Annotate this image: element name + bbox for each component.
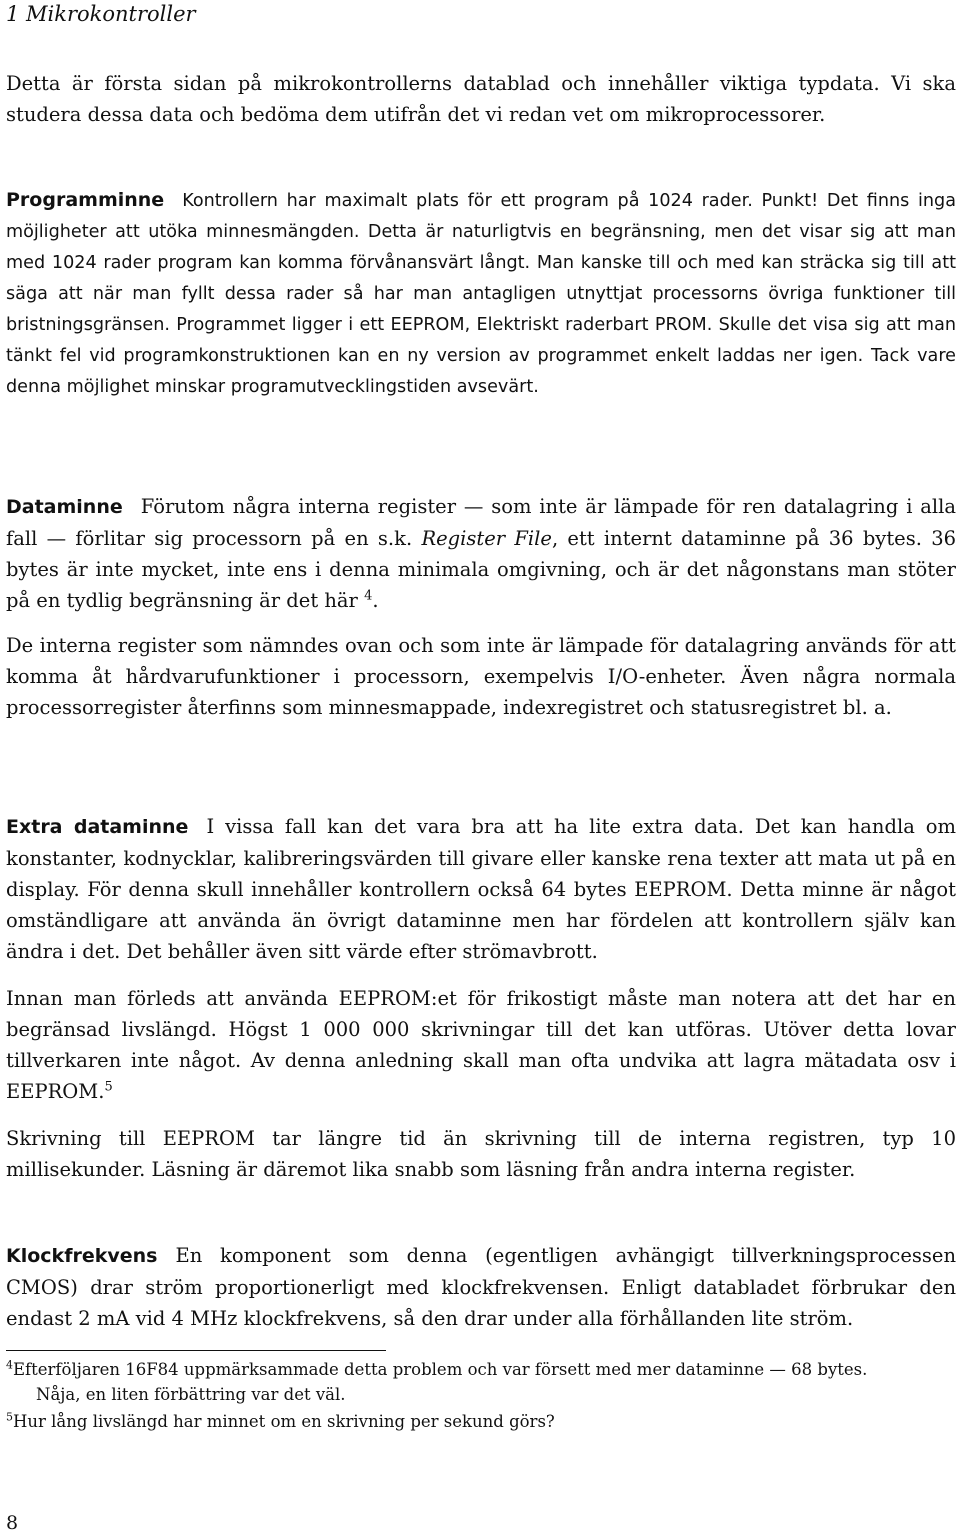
- footnote-4: [6, 1357, 956, 1407]
- footnote-5: [6, 1409, 956, 1434]
- klockfrekvens-paragraph: [6, 1240, 956, 1334]
- dataminne-paragraph-2: De interna register som nämndes ovan och som inte är lämpade för datalagring används för att komma åt hårdvarufunktioner i processorn, exempelvis I/O-enheter. Även några normala processorregister återfinns som minnesmappade, indexregistret och statusregistret bl. a.: [6, 634, 956, 719]
- klockfrekvens-heading: Klockfrekvens: [6, 1245, 158, 1267]
- klockfrekvens-text: En komponent som denna (egentligen avhängigt tillverkningsprocessen CMOS) drar ström proportionerligt med klockfrekvensen. Enligt databladet förbrukar den endast 2 mA vid 4 MHz klockfrekvens, så den drar under alla förhållanden lite ström.: [6, 1244, 956, 1330]
- programminne-paragraph: [6, 185, 956, 403]
- programminne-heading: Programminne: [6, 189, 165, 211]
- intro-paragraph: Detta är första sidan på mikrokontrollerns datablad och innehåller viktiga typdata. Vi ska studera dessa data och bedöma dem utifrån det vi redan vet om mikroprocessorer.: [6, 72, 956, 126]
- page-number: 8: [6, 1512, 19, 1534]
- extra-dataminne-paragraph-2: [6, 983, 956, 1107]
- dataminne-heading: Dataminne: [6, 496, 123, 518]
- footnote-mark-5: 5: [6, 1410, 13, 1424]
- footnote-4-line1: Efterföljaren 16F84 uppmärksammade detta problem och var försett med mer dataminne — 68 bytes.: [13, 1360, 868, 1379]
- footnote-mark-4: 4: [6, 1358, 13, 1372]
- dataminne-text-before: Förutom några interna register — som inte är lämpade för ren datalagring i alla fall — förlitar sig processorn på en s.k.: [6, 495, 956, 550]
- dataminne-text-after: , ett internt dataminne på 36 bytes. 36 bytes är inte mycket, inte ens i denna minimala omgivning, och är det någonstans man stöter på en tydlig begränsning är det här: [6, 527, 957, 612]
- extra-dataminne-paragraph: [6, 811, 956, 967]
- extra-dataminne-paragraph-3: Skrivning till EEPROM tar längre tid än skrivning till de interna registren, typ 10 millisekunder. Läsning är däremot lika snabb som läsning från andra interna register.: [6, 1127, 956, 1181]
- footnote-4-line2: Nåja, en liten förbättring var det väl.: [36, 1385, 346, 1404]
- programminne-text: Kontrollern har maximalt plats för ett program på 1024 rader. Punkt! Det finns inga möjligheter att utöka minnesmängden. Detta är naturligtvis en begränsning, men det visar sig att man med 1024 rader program kan komma förvånansvärt långt. Man kanske till och med kan sträcka sig till att säga att när man fyllt dessa rader så har man antagligen utnyttjat processorns övriga funktioner till bristningsgränsen. Programmet ligger i ett EEPROM, Elektriskt raderbart PROM. Skulle det visa sig att man tänkt fel vid programkonstruktionen kan en ny version av programmet enkelt laddas ner igen. Tack vare denna möjlighet minskar programutvecklingstiden avsevärt.: [6, 191, 956, 397]
- chapter-header: 1 Mikrokontroller: [6, 2, 196, 26]
- dataminne-paragraph: [6, 491, 956, 616]
- footnote-5-line1: Hur lång livslängd har minnet om en skrivning per sekund görs?: [13, 1412, 555, 1431]
- footnote-ref-4[interactable]: 4: [364, 588, 373, 604]
- dataminne-end: .: [372, 589, 379, 612]
- register-file-term: Register File: [421, 527, 552, 550]
- extra-dataminne-text: I vissa fall kan det vara bra att ha lite extra data. Det kan handla om konstanter, kodnycklar, kalibreringsvärden till givare eller kanske rena texter att mata ut på en display. För denna skull innehåller kontrollern också 64 bytes EEPROM. Detta minne är något omständligare att använda än övrigt dataminne men har fördelen att kontrollern själv kan ändra i det. Det behåller även sitt värde efter strömavbrott.: [6, 815, 956, 963]
- extra-dataminne-heading: Extra dataminne: [6, 816, 189, 838]
- eeprom-lifetime-text: Innan man förleds att använda EEPROM:et för frikostigt måste man notera att det har en begränsad livslängd. Högst 1 000 000 skrivningar till det kan utföras. Utöver detta lovar tillverkaren inte något. Av denna anledning skall man ofta undvika att lagra mätadata osv i EEPROM.: [6, 987, 956, 1103]
- footnote-divider: [6, 1350, 386, 1351]
- footnote-ref-5[interactable]: 5: [104, 1079, 113, 1095]
